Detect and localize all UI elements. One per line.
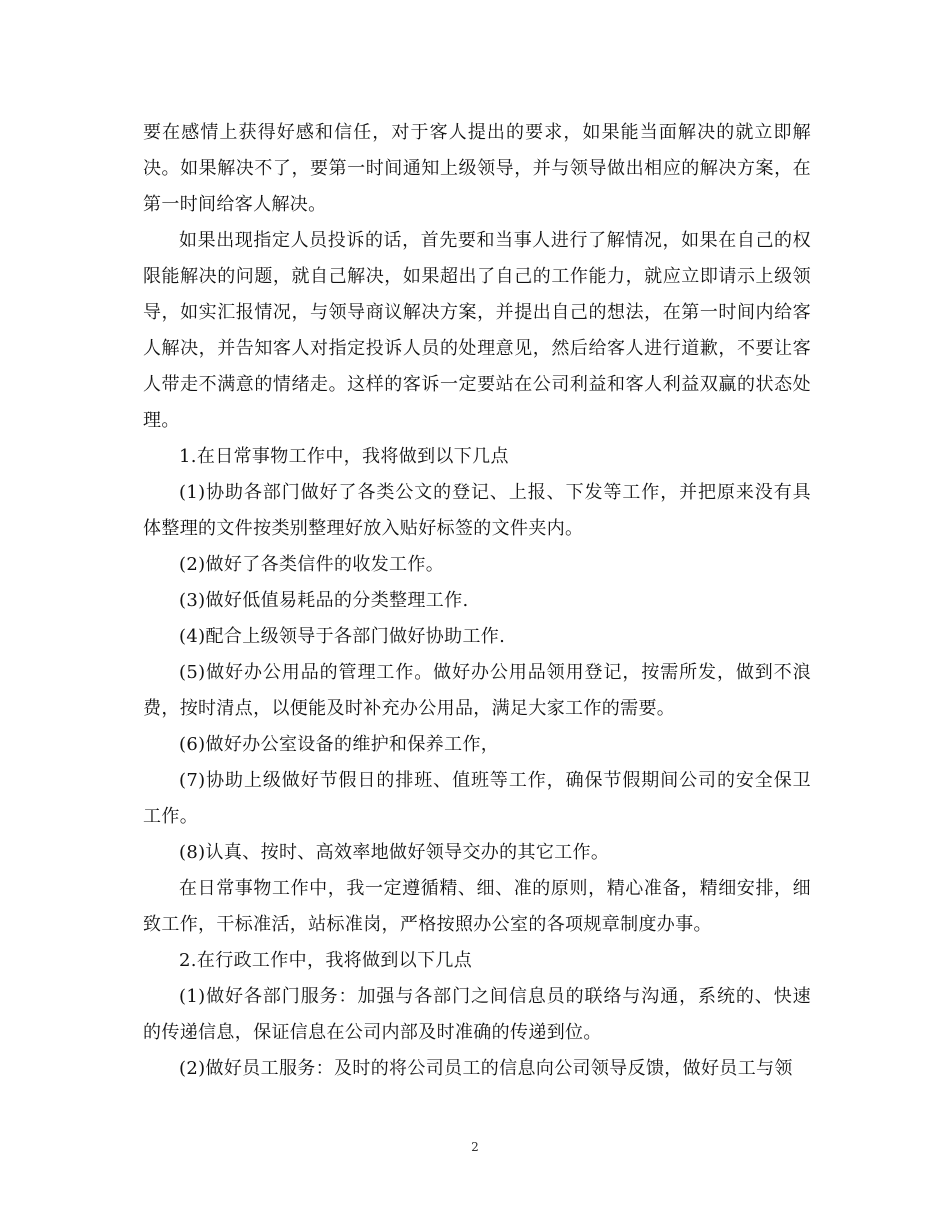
- list-item-1-4: (4)配合上级领导于各部门做好协助工作.: [179, 626, 506, 647]
- list-item-1-7: (7)协助上级做好节假日的排班、值班等工作，确保节假期间公司的安全保卫工作。: [143, 770, 811, 827]
- summary-paragraph: 在日常事物工作中，我一定遵循精、细、准的原则，精心准备，精细安排，细致工作，干标准活，站标准岗，严格按照办公室的各项规章制度办事。: [143, 878, 811, 935]
- page-number: 2: [471, 1140, 479, 1154]
- list-item-1-5: (5)做好办公用品的管理工作。做好办公用品领用登记，按需所发，做到不浪费，按时清点，以便能及时补充办公用品，满足大家工作的需要。: [143, 662, 811, 719]
- paragraph-2: 如果出现指定人员投诉的话，首先要和当事人进行了解情况，如果在自己的权限能解决的问题，就自己解决，如果超出了自己的工作能力，就应立即请示上级领导，如实汇报情况，与领导商议解决方案，并提出自己的想法，在第一时间内给客人解决，并告知客人对指定投诉人员的处理意见，然后给客人进行道歉，不要让客人带走不满意的情绪走。这样的客诉一定要站在公司利益和客人利益双赢的状态处理。: [143, 230, 811, 431]
- list-item-1-2: (2)做好了各类信件的收发工作。: [179, 554, 445, 575]
- list-item-1-8: (8)认真、按时、高效率地做好领导交办的其它工作。: [179, 842, 610, 863]
- list-item-1-3: (3)做好低值易耗品的分类整理工作.: [179, 590, 469, 611]
- section-heading-1: 1.在日常事物工作中，我将做到以下几点: [179, 446, 509, 467]
- list-item-1-6: (6)做好办公室设备的维护和保养工作，: [179, 734, 500, 755]
- list-item-2-1: (1)做好各部门服务：加强与各部门之间信息员的联络与沟通，系统的、快速的传递信息，保证信息在公司内部及时准确的传递到位。: [143, 986, 811, 1043]
- list-item-1-1: (1)协助各部门做好了各类公文的登记、上报、下发等工作，并把原来没有具体整理的文件按类别整理好放入贴好标签的文件夹内。: [143, 482, 811, 539]
- document-body: [143, 115, 811, 1087]
- list-item-2-2: (2)做好员工服务：及时的将公司员工的信息向公司领导反馈，做好员工与领: [179, 1058, 793, 1079]
- section-heading-2: 2.在行政工作中，我将做到以下几点: [179, 950, 473, 971]
- paragraph-1: 要在感情上获得好感和信任，对于客人提出的要求，如果能当面解决的就立即解决。如果解决不了，要第一时间通知上级领导，并与领导做出相应的解决方案，在第一时间给客人解决。: [143, 122, 811, 215]
